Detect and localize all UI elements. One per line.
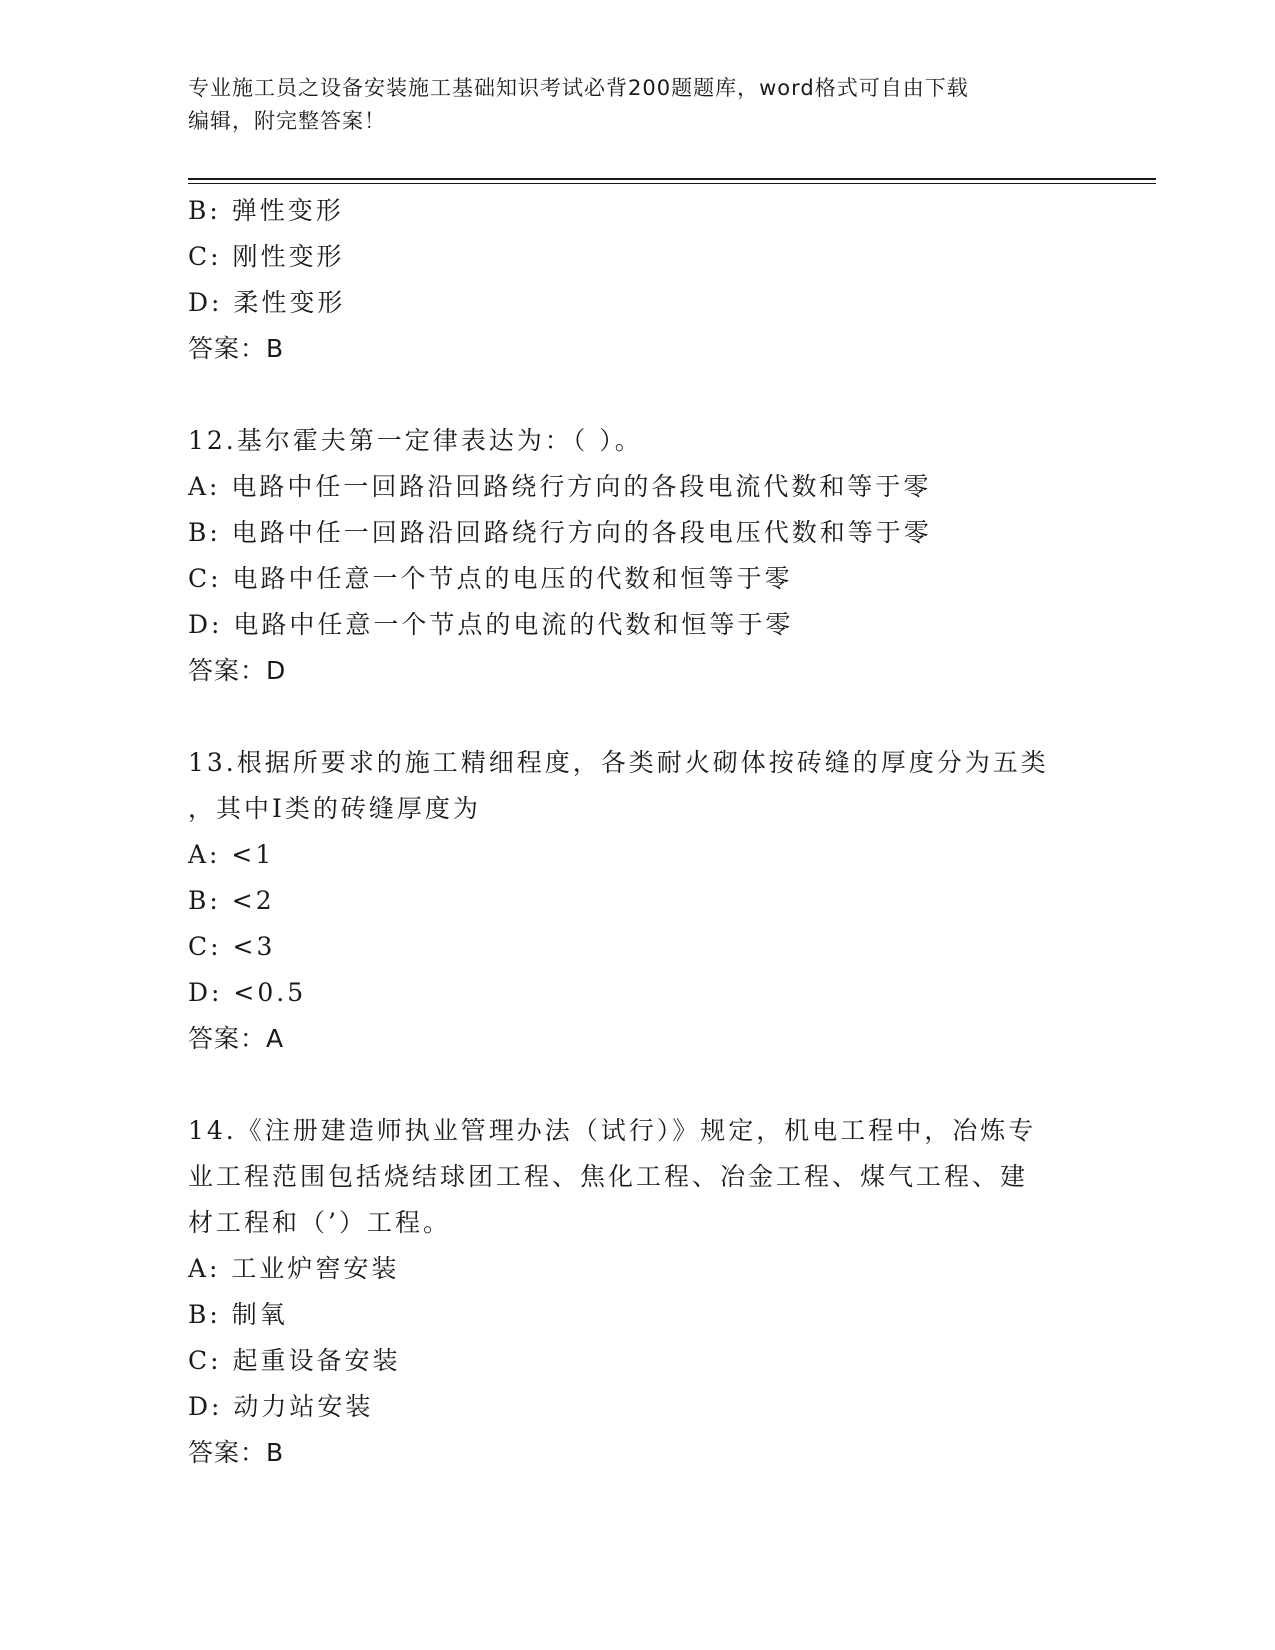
option-a: A: <1 — [188, 840, 275, 869]
option-d: D: 柔性变形 — [188, 288, 346, 317]
question-12 — [188, 418, 1088, 694]
document-header — [188, 72, 1088, 138]
header-divider-thin — [188, 183, 1156, 184]
question-text-line-1: 14.《注册建造师执业管理办法（试行）》规定，机电工程中，冶炼专 — [188, 1116, 1037, 1145]
spacer — [188, 694, 1088, 740]
option-a: A: 工业炉窖安装 — [188, 1254, 400, 1283]
question-text-line-2: 业工程范围包括烧结球团工程、焦化工程、冶金工程、煤气工程、建 — [188, 1162, 1029, 1191]
question-11-tail — [188, 188, 1088, 372]
answer-line: 答案：A — [188, 1024, 285, 1053]
answer-line: 答案：D — [188, 656, 287, 685]
question-text-line-3: 材工程和（’）工程。 — [188, 1208, 451, 1237]
option-c: C: <3 — [188, 932, 276, 961]
header-divider-thick — [188, 178, 1156, 180]
spacer — [188, 372, 1088, 418]
option-b: B: <2 — [188, 886, 275, 915]
question-text-line-1: 13.根据所要求的施工精细程度，各类耐火砌体按砖缝的厚度分为五类 — [188, 748, 1049, 777]
option-d: D: <0.5 — [188, 978, 307, 1007]
spacer — [188, 1062, 1088, 1108]
option-b: B: 弹性变形 — [188, 196, 344, 225]
answer-line: 答案：B — [188, 334, 285, 363]
option-c: C: 刚性变形 — [188, 242, 345, 271]
question-14 — [188, 1108, 1088, 1476]
option-c: C: 电路中任意一个节点的电压的代数和恒等于零 — [188, 564, 793, 593]
option-b: B: 电路中任一回路沿回路绕行方向的各段电压代数和等于零 — [188, 518, 932, 547]
option-d: D: 电路中任意一个节点的电流的代数和恒等于零 — [188, 610, 794, 639]
option-c: C: 起重设备安装 — [188, 1346, 401, 1375]
question-text: 12.基尔霍夫第一定律表达为：（ ）。 — [188, 426, 643, 455]
option-b: B: 制氧 — [188, 1300, 288, 1329]
question-list — [188, 188, 1088, 1476]
question-13 — [188, 740, 1088, 1062]
header-title-line-1: 专业施工员之设备安装施工基础知识考试必背200题题库，word格式可自由下载 — [188, 76, 969, 100]
question-text-line-2: ，其中Ⅰ类的砖缝厚度为 — [188, 794, 481, 823]
option-a: A: 电路中任一回路沿回路绕行方向的各段电流代数和等于零 — [188, 472, 932, 501]
option-d: D: 动力站安装 — [188, 1392, 374, 1421]
header-title-line-2: 编辑，附完整答案！ — [188, 109, 386, 133]
answer-line: 答案：B — [188, 1438, 285, 1467]
